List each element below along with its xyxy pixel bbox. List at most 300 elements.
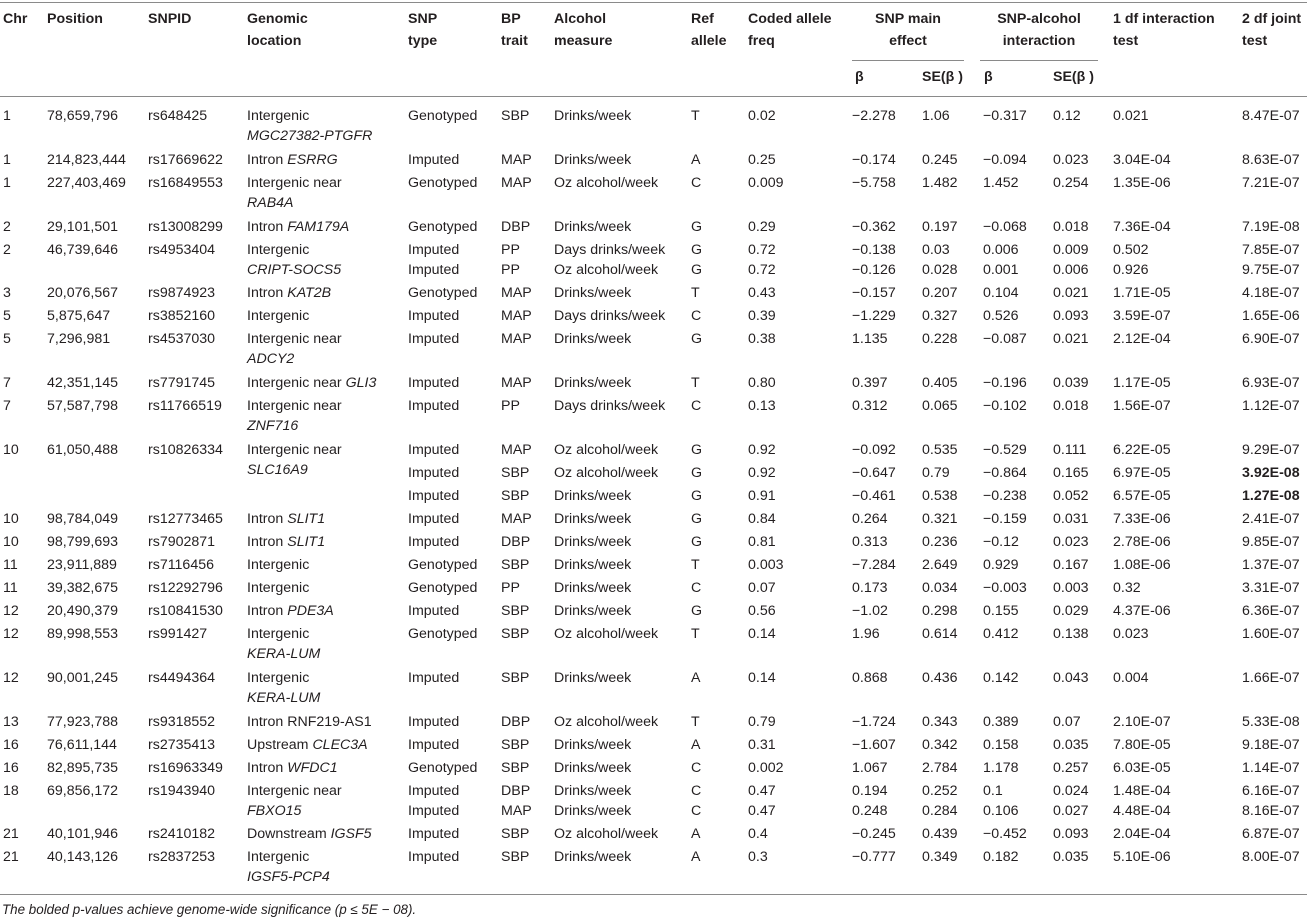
cell-se-main: 1.06 [922,108,950,124]
cell-position: 39,382,675 [47,580,119,596]
cell-chr: 1 [3,152,11,168]
gene-name: CLEC3A [312,737,368,753]
cell-bp-trait: SBP [501,849,530,865]
cell-beta-inter: 0.158 [983,737,1019,753]
cell-snp-type: Imputed [408,375,460,391]
cell-position: 69,856,172 [47,783,119,799]
cell-alcohol-measure: Drinks/week [554,803,632,819]
cell-chr: 5 [3,331,11,347]
cell-coded-freq: 0.29 [748,219,776,235]
cell-alcohol-measure: Drinks/week [554,108,632,124]
interaction-span-rule [980,60,1098,61]
cell-bp-trait: DBP [501,534,531,550]
cell-beta-inter: −0.196 [983,375,1027,391]
cell-beta-inter: −0.529 [983,442,1027,458]
cell-ref-allele: T [691,285,700,301]
cell-1df-p: 1.56E-07 [1113,398,1171,414]
cell-ref-allele: G [691,219,703,235]
cell-se-inter: 0.093 [1053,826,1089,842]
cell-2df-p: 9.29E-07 [1242,442,1300,458]
cell-se-inter: 0.167 [1053,557,1089,573]
col-header-1df: 1 df interaction test [1113,11,1215,49]
cell-snpid: rs4494364 [148,670,216,686]
cell-coded-freq: 0.25 [748,152,776,168]
cell-position: 90,001,245 [47,670,119,686]
cell-beta-inter: −0.864 [983,465,1027,481]
cell-1df-p: 0.926 [1113,262,1149,278]
cell-2df-p: 3.31E-07 [1242,580,1300,596]
cell-location: Intron KAT2B [247,285,332,301]
cell-ref-allele: G [691,603,703,619]
cell-coded-freq: 0.84 [748,511,776,527]
cell-snpid: rs7902871 [148,534,216,550]
cell-beta-inter: 1.178 [983,760,1019,776]
cell-beta-main: −0.647 [852,465,896,481]
cell-location: Intergenic near RAB4A [247,175,342,211]
cell-2df-p: 8.47E-07 [1242,108,1300,124]
cell-1df-p: 6.22E-05 [1113,442,1171,458]
cell-chr: 1 [3,108,11,124]
cell-location: Intron FAM179A [247,219,350,235]
gene-name: SLIT1 [287,534,326,550]
cell-beta-inter: 0.1 [983,783,1003,799]
cell-bp-trait: MAP [501,511,532,527]
cell-bp-trait: MAP [501,803,532,819]
cell-snpid: rs13008299 [148,219,223,235]
cell-ref-allele: A [691,826,701,842]
cell-1df-p: 1.17E-05 [1113,375,1171,391]
cell-se-inter: 0.023 [1053,534,1089,550]
cell-bp-trait: SBP [501,670,530,686]
cell-snp-type: Imputed [408,308,460,324]
gene-name: FAM179A [287,219,350,235]
cell-beta-main: −7.284 [852,557,896,573]
cell-se-main: 0.298 [922,603,958,619]
header-bottom-rule [0,96,1307,97]
cell-snp-type: Imputed [408,398,460,414]
cell-beta-main: −1.229 [852,308,896,324]
cell-location: Intron SLIT1 [247,511,326,527]
cell-bp-trait: SBP [501,108,530,124]
main-effect-span-rule [852,60,964,61]
cell-ref-allele: C [691,760,702,776]
cell-chr: 11 [3,557,18,573]
cell-ref-allele: G [691,465,703,481]
cell-coded-freq: 0.79 [748,714,776,730]
cell-2df-p: 6.16E-07 [1242,783,1300,799]
cell-beta-main: −0.777 [852,849,896,865]
cell-beta-inter: 0.389 [983,714,1019,730]
cell-se-inter: 0.039 [1053,375,1089,391]
cell-se-inter: 0.024 [1053,783,1089,799]
cell-beta-inter: 1.452 [983,175,1019,191]
cell-coded-freq: 0.80 [748,375,776,391]
cell-se-inter: 0.138 [1053,626,1089,642]
cell-se-inter: 0.035 [1053,849,1089,865]
table-bottom-rule [0,894,1307,895]
cell-beta-main: −2.278 [852,108,896,124]
cell-alcohol-measure: Drinks/week [554,534,632,550]
cell-1df-p: 7.80E-05 [1113,737,1171,753]
cell-beta-main: −5.758 [852,175,896,191]
cell-2df-p: 9.75E-07 [1242,262,1300,278]
cell-se-inter: 0.043 [1053,670,1089,686]
cell-chr: 10 [3,442,19,458]
cell-alcohol-measure: Drinks/week [554,488,632,504]
cell-snpid: rs7791745 [148,375,216,391]
cell-se-main: 0.439 [922,826,958,842]
gene-name: IGSF5-PCP4 [247,869,330,885]
col-header-location: Genomic location [247,11,308,49]
cell-2df-p: 3.92E-08 [1242,465,1300,481]
cell-location: Intergenic CRIPT-SOCS5 [247,242,342,278]
cell-snp-type: Imputed [408,242,460,258]
cell-2df-p: 7.85E-07 [1242,242,1300,258]
cell-se-main: 0.538 [922,488,958,504]
cell-ref-allele: G [691,331,703,347]
cell-bp-trait: SBP [501,465,530,481]
cell-bp-trait: MAP [501,285,532,301]
cell-1df-p: 1.48E-04 [1113,783,1171,799]
cell-snpid: rs12773465 [148,511,223,527]
cell-location: Downstream IGSF5 [247,826,372,842]
cell-alcohol-measure: Oz alcohol/week [554,626,659,642]
cell-beta-inter: −0.003 [983,580,1027,596]
cell-coded-freq: 0.92 [748,442,776,458]
cell-chr: 3 [3,285,11,301]
cell-chr: 11 [3,580,18,596]
cell-se-inter: 0.021 [1053,331,1089,347]
cell-snpid: rs10826334 [148,442,223,458]
cell-position: 227,403,469 [47,175,126,191]
col-header-se-inter: SE(β ) [1053,69,1094,85]
cell-snp-type: Genotyped [408,557,478,573]
cell-se-main: 0.342 [922,737,958,753]
cell-se-inter: 0.165 [1053,465,1089,481]
cell-alcohol-measure: Drinks/week [554,603,632,619]
cell-bp-trait: MAP [501,331,532,347]
cell-se-main: 0.034 [922,580,958,596]
cell-alcohol-measure: Oz alcohol/week [554,262,659,278]
cell-2df-p: 1.65E-06 [1242,308,1300,324]
cell-beta-inter: −0.452 [983,826,1027,842]
cell-beta-inter: 0.106 [983,803,1019,819]
gene-name: SLC16A9 [247,462,308,478]
cell-chr: 21 [3,826,19,842]
cell-2df-p: 9.18E-07 [1242,737,1300,753]
cell-bp-trait: SBP [501,626,530,642]
cell-1df-p: 3.04E-04 [1113,152,1171,168]
cell-alcohol-measure: Drinks/week [554,557,632,573]
gene-name: SLIT1 [287,511,326,527]
cell-snpid: rs12292796 [148,580,223,596]
cell-bp-trait: MAP [501,175,532,191]
cell-1df-p: 0.021 [1113,108,1149,124]
cell-ref-allele: T [691,108,700,124]
cell-se-inter: 0.006 [1053,262,1089,278]
cell-beta-inter: 0.006 [983,242,1019,258]
cell-beta-inter: −0.102 [983,398,1027,414]
cell-se-main: 0.535 [922,442,958,458]
cell-snp-type: Imputed [408,488,460,504]
cell-se-inter: 0.018 [1053,398,1089,414]
cell-location: Intron ESRRG [247,152,338,168]
gene-name: WFDC1 [287,760,338,776]
cell-coded-freq: 0.009 [748,175,784,191]
cell-snp-type: Imputed [408,331,460,347]
cell-se-inter: 0.052 [1053,488,1089,504]
cell-alcohol-measure: Drinks/week [554,849,632,865]
cell-beta-main: −0.245 [852,826,896,842]
cell-alcohol-measure: Drinks/week [554,737,632,753]
cell-coded-freq: 0.56 [748,603,776,619]
cell-chr: 5 [3,308,11,324]
cell-snp-type: Imputed [408,603,460,619]
cell-coded-freq: 0.14 [748,626,776,642]
cell-ref-allele: T [691,626,700,642]
cell-snpid: rs4953404 [148,242,216,258]
cell-ref-allele: T [691,714,700,730]
cell-snpid: rs16963349 [148,760,223,776]
cell-position: 29,101,501 [47,219,119,235]
cell-ref-allele: A [691,152,701,168]
col-header-2df: 2 df joint test [1242,11,1302,49]
cell-1df-p: 1.35E-06 [1113,175,1171,191]
gene-name: CRIPT-SOCS5 [247,262,342,278]
cell-snp-type: Imputed [408,262,460,278]
cell-1df-p: 2.78E-06 [1113,534,1171,550]
cell-position: 20,490,379 [47,603,119,619]
cell-se-inter: 0.093 [1053,308,1089,324]
cell-se-inter: 0.111 [1053,442,1087,458]
cell-alcohol-measure: Drinks/week [554,783,632,799]
cell-coded-freq: 0.13 [748,398,776,414]
cell-1df-p: 1.08E-06 [1113,557,1171,573]
cell-chr: 2 [3,242,11,258]
cell-ref-allele: A [691,670,701,686]
cell-bp-trait: MAP [501,152,532,168]
cell-ref-allele: G [691,488,703,504]
cell-snp-type: Genotyped [408,760,478,776]
cell-coded-freq: 0.47 [748,783,776,799]
cell-location: Intergenic MGC27382-PTGFR [247,108,373,144]
cell-chr: 12 [3,626,19,642]
cell-chr: 2 [3,219,11,235]
cell-location: Intron WFDC1 [247,760,338,776]
cell-ref-allele: G [691,511,703,527]
cell-beta-inter: 0.142 [983,670,1019,686]
cell-coded-freq: 0.003 [748,557,784,573]
cell-chr: 10 [3,534,19,550]
cell-2df-p: 6.93E-07 [1242,375,1300,391]
cell-se-main: 0.197 [922,219,958,235]
cell-beta-main: 0.194 [852,783,888,799]
cell-se-main: 0.79 [922,465,950,481]
col-header-beta-inter: β [984,69,993,85]
col-header-position: Position [47,11,103,27]
cell-alcohol-measure: Oz alcohol/week [554,465,659,481]
cell-2df-p: 8.16E-07 [1242,803,1300,819]
cell-alcohol-measure: Drinks/week [554,760,632,776]
cell-se-main: 0.321 [922,511,958,527]
cell-position: 20,076,567 [47,285,119,301]
cell-position: 7,296,981 [47,331,111,347]
cell-alcohol-measure: Drinks/week [554,375,632,391]
cell-se-main: 2.784 [922,760,958,776]
cell-beta-inter: 0.001 [983,262,1019,278]
cell-chr: 1 [3,175,11,191]
cell-bp-trait: PP [501,262,520,278]
cell-position: 89,998,553 [47,626,119,642]
cell-2df-p: 1.14E-07 [1242,760,1300,776]
cell-chr: 16 [3,760,19,776]
cell-position: 214,823,444 [47,152,126,168]
cell-snp-type: Imputed [408,783,460,799]
cell-alcohol-measure: Oz alcohol/week [554,175,659,191]
cell-beta-inter: −0.094 [983,152,1027,168]
cell-location: Intergenic KERA-LUM [247,626,321,662]
cell-beta-inter: −0.087 [983,331,1027,347]
cell-alcohol-measure: Drinks/week [554,152,632,168]
cell-1df-p: 2.10E-07 [1113,714,1171,730]
cell-coded-freq: 0.14 [748,670,776,686]
gene-name: KERA-LUM [247,690,321,706]
cell-location: Intergenic near ZNF716 [247,398,342,434]
col-header-snpid: SNPID [148,11,192,27]
cell-beta-inter: 0.104 [983,285,1019,301]
cell-2df-p: 6.90E-07 [1242,331,1300,347]
cell-se-main: 0.614 [922,626,958,642]
gene-name: ZNF716 [247,418,299,434]
cell-chr: 18 [3,783,19,799]
cell-1df-p: 0.502 [1113,242,1149,258]
cell-coded-freq: 0.02 [748,108,776,124]
cell-1df-p: 0.004 [1113,670,1149,686]
cell-position: 77,923,788 [47,714,119,730]
cell-snp-type: Imputed [408,849,460,865]
cell-se-inter: 0.031 [1053,511,1089,527]
cell-alcohol-measure: Drinks/week [554,580,632,596]
cell-beta-main: −0.362 [852,219,896,235]
cell-ref-allele: C [691,308,702,324]
cell-snpid: rs1943940 [148,783,216,799]
cell-beta-inter: −0.159 [983,511,1027,527]
cell-se-main: 0.405 [922,375,958,391]
cell-coded-freq: 0.72 [748,242,776,258]
cell-snpid: rs3852160 [148,308,216,324]
cell-snp-type: Imputed [408,534,460,550]
cell-ref-allele: C [691,398,702,414]
cell-snp-type: Imputed [408,714,460,730]
cell-se-main: 0.245 [922,152,958,168]
cell-se-main: 0.03 [922,242,950,258]
cell-snpid: rs10841530 [148,603,223,619]
col-header-alcohol-measure: Alcohol measure [554,11,613,49]
cell-se-main: 2.649 [922,557,958,573]
gene-name: KERA-LUM [247,646,321,662]
cell-se-main: 0.252 [922,783,958,799]
cell-coded-freq: 0.07 [748,580,776,596]
cell-beta-inter: 0.412 [983,626,1019,642]
cell-beta-main: −1.724 [852,714,896,730]
cell-alcohol-measure: Oz alcohol/week [554,826,659,842]
cell-snp-type: Genotyped [408,580,478,596]
cell-snp-type: Imputed [408,465,460,481]
cell-snpid: rs17669622 [148,152,223,168]
cell-bp-trait: MAP [501,375,532,391]
cell-snp-type: Genotyped [408,175,478,191]
col-header-beta-main: β [855,69,864,85]
cell-2df-p: 2.41E-07 [1242,511,1300,527]
col-header-interaction: SNP-alcohol interaction [997,11,1081,49]
col-header-bp-trait: BP trait [501,11,528,49]
cell-snp-type: Genotyped [408,108,478,124]
cell-se-main: 0.436 [922,670,958,686]
cell-bp-trait: DBP [501,783,531,799]
cell-se-inter: 0.035 [1053,737,1089,753]
col-header-chr: Chr [3,11,28,27]
gene-name: FBXO15 [247,803,302,819]
cell-beta-main: −0.138 [852,242,896,258]
col-header-snp-type: SNP type [408,11,438,49]
cell-coded-freq: 0.92 [748,465,776,481]
table-top-rule [0,2,1307,3]
gene-name: IGSF5 [330,826,372,842]
cell-beta-inter: 0.929 [983,557,1019,573]
cell-location: Intergenic near FBXO15 [247,783,342,819]
cell-beta-main: 0.313 [852,534,888,550]
cell-alcohol-measure: Oz alcohol/week [554,442,659,458]
cell-beta-inter: 0.155 [983,603,1019,619]
cell-se-inter: 0.009 [1053,242,1089,258]
cell-location: Intergenic IGSF5-PCP4 [247,849,330,885]
cell-bp-trait: PP [501,398,520,414]
cell-alcohol-measure: Drinks/week [554,511,632,527]
cell-ref-allele: A [691,849,701,865]
cell-alcohol-measure: Days drinks/week [554,398,666,414]
cell-chr: 21 [3,849,19,865]
cell-location: Intron RNF219-AS1 [247,714,372,730]
cell-snpid: rs2410182 [148,826,216,842]
gene-name: GLI3 [345,375,377,391]
cell-2df-p: 8.63E-07 [1242,152,1300,168]
cell-ref-allele: C [691,580,702,596]
cell-2df-p: 1.60E-07 [1242,626,1300,642]
cell-position: 98,799,693 [47,534,119,550]
cell-se-inter: 0.254 [1053,175,1089,191]
cell-alcohol-measure: Oz alcohol/week [554,714,659,730]
col-header-se-main: SE(β ) [922,69,963,85]
cell-chr: 7 [3,375,11,391]
cell-2df-p: 4.18E-07 [1242,285,1300,301]
cell-location: Intergenic near ADCY2 [247,331,342,367]
cell-ref-allele: T [691,557,700,573]
cell-beta-main: 0.397 [852,375,888,391]
cell-location: Upstream CLEC3A [247,737,368,753]
cell-2df-p: 8.00E-07 [1242,849,1300,865]
cell-2df-p: 6.36E-07 [1242,603,1300,619]
table-footnote: The bolded p-values achieve genome-wide significance (p ≤ 5E − 08). [2,902,417,917]
cell-coded-freq: 0.38 [748,331,776,347]
cell-position: 42,351,145 [47,375,119,391]
cell-beta-main: −1.607 [852,737,896,753]
cell-snpid: rs16849553 [148,175,223,191]
cell-coded-freq: 0.43 [748,285,776,301]
cell-beta-main: 0.868 [852,670,888,686]
cell-location: Intron SLIT1 [247,534,326,550]
cell-1df-p: 6.57E-05 [1113,488,1171,504]
cell-position: 40,143,126 [47,849,119,865]
